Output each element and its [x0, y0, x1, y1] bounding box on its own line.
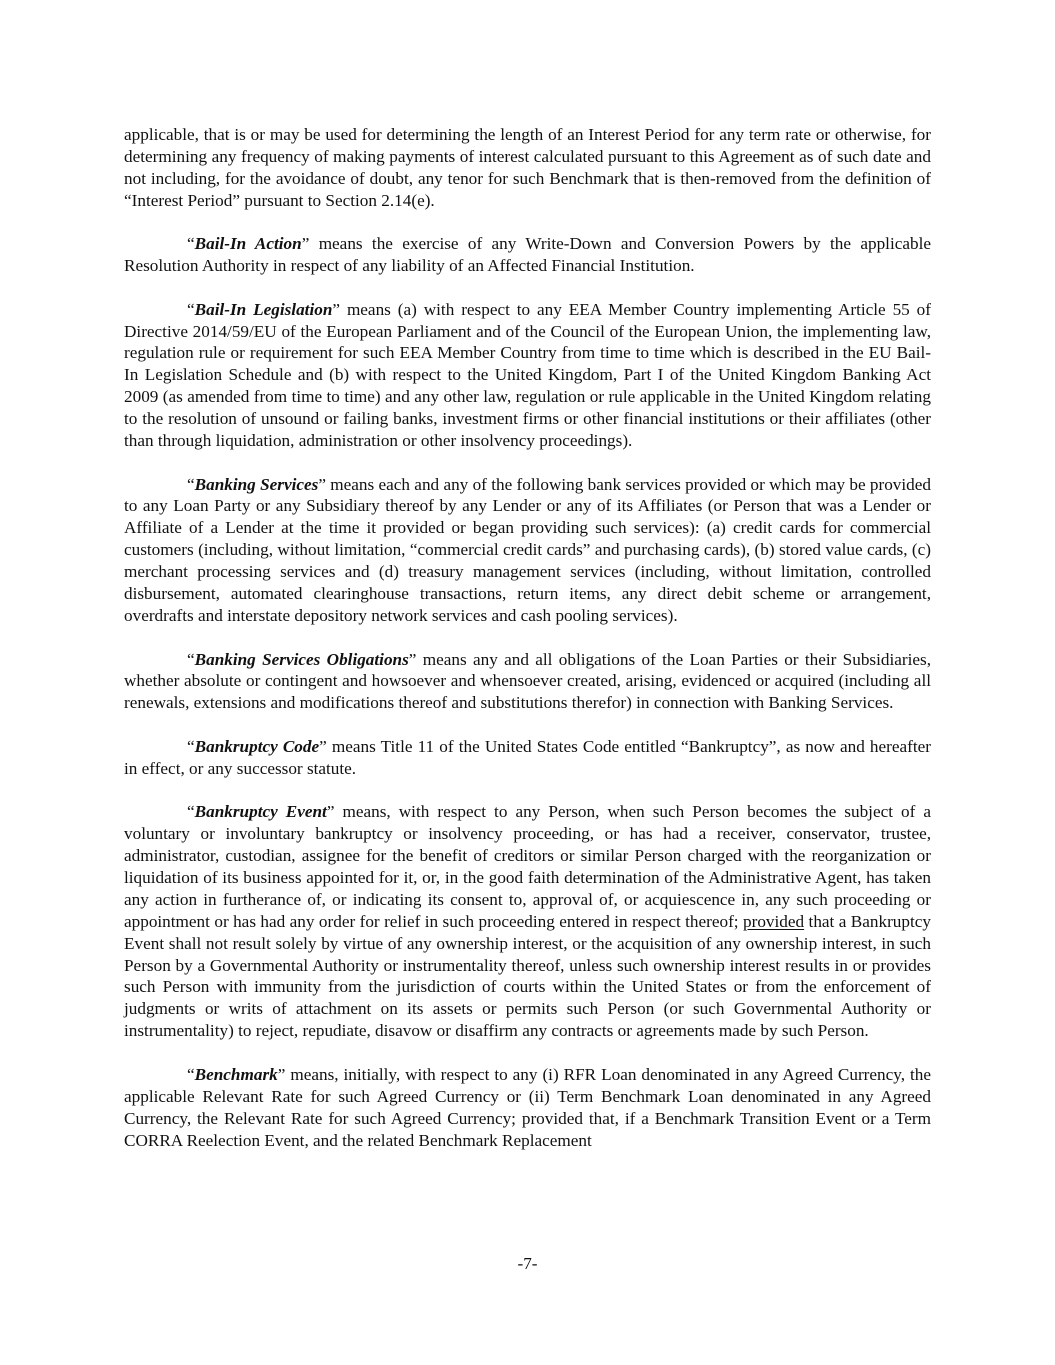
defined-term: Bail-In Action	[194, 234, 302, 254]
definition-text: means any and all obligations of the Loan Parties or their Subsidiaries, whether absolute or contingent and howsoever and whensoever created, arising, evidenced or acquired (including all renewals, extensions and modifications thereof and substitutions therefor) in connection with Banking Services.	[124, 649, 931, 713]
definition-text: means the exercise of any Write-Down and Conversion Powers by the applicable Resolution Authority in respect of any liability of an Affected Financial Institution.	[124, 234, 931, 276]
defined-term: Banking Services Obligations	[194, 649, 409, 669]
definition-benchmark: “Benchmark” means, initially, with respect to any (i) RFR Loan denominated in any Agreed Currency, the applicable Relevant Rate for such Agreed Currency or (ii) Term Benchmark Loan denominated in any Agreed Currency, the Relevant Rate for such Agreed Currency; provided that, if a Benchmark Transition Event or a Term CORRA Reelection Event, and the related Benchmark Replacement	[124, 1064, 931, 1150]
definition-text: means each and any of the following bank services provided or which may be provided to any Loan Party or any Subsidiary thereof by any Lender or any of its Affiliates (or Person that was a Lender or Affiliate of a Lender at the time it provided or began providing such services): (a) credit cards for commercial customers (including, without limitation, “commercial credit cards” and purchasing cards), (b) stored value cards, (c) merchant processing services and (d) treasury management services (including, without limitation, controlled disbursement, automated clearinghouse transactions, return items, any direct debit scheme or arrangement, overdrafts and interstate depository network services and cash pooling services).	[124, 474, 931, 625]
definition-bankruptcy-event: “Bankruptcy Event” means, with respect to any Person, when such Person becomes the subject of a voluntary or involuntary bankruptcy or insolvency proceeding, or has had a receiver, conservator, trustee, administrator, custodian, assignee for the benefit of creditors or similar Person charged with the reorganization or liquidation of its business appointed for it, or, in the good faith determination of the Administrative Agent, has taken any action in furtherance of, or indicating its consent to, approval of, or acquiescence in, any such proceeding or appointment or has had any order for relief in such proceeding entered in respect thereof; provided that a Bankruptcy Event shall not result solely by virtue of any ownership interest, or the acquisition of any ownership interest, in such Person by a Governmental Authority or instrumentality thereof, unless such ownership interest results in or provides such Person with immunity from the jurisdiction of courts within the United States or from the enforcement of judgments or writs of attachment on its assets or permits such Person (or such Governmental Authority or instrumentality) to reject, repudiate, disavow or disaffirm any contracts or agreements made by such Person.	[124, 802, 932, 1041]
defined-term: Benchmark	[194, 1064, 278, 1084]
definition-text: means (a) with respect to any EEA Member Country implementing Article 55 of Directive 2014/59/EU of the European Parliament and of the Council of the European Union, the implementing law, regulation rule or requirement for such EEA Member Country from time to time which is described in the EU Bail-In Legislation Schedule and (b) with respect to the United Kingdom, Part I of the United Kingdom Banking Act 2009 (as amended from time to time) and any other law, regulation or rule applicable in the United Kingdom relating to the resolution of unsound or failing banks, investment firms or other financial institutions or their affiliates (other than through liquidation, administration or other insolvency proceedings).	[124, 299, 931, 451]
definition-text: means, initially, with respect to any (i) RFR Loan denominated in any Agreed Currency, the applicable Relevant Rate for such Agreed Currency or (ii) Term Benchmark Loan denominated in any Agreed Currency, the Relevant Rate for such Agreed Currency; provided that, if a Benchmark Transition Event or a Term CORRA Reelection Event, and the related Benchmark Replacement	[124, 1064, 931, 1150]
underlined-proviso: provided	[743, 911, 805, 931]
definition-text-continued: that a Bankruptcy Event shall not result solely by virtue of any ownership interest, or the acquisition of any ownership interest, in such Person by a Governmental Authority or instrumentality thereof, unless such ownership interest results in or provides such Person with immunity from the jurisdiction of courts within the United States or from the enforcement of judgments or writs of attachment on its assets or permits such Person (or such Governmental Authority or instrumentality) to reject, repudiate, disavow or disaffirm any contracts or agreements made by such Person.	[124, 911, 931, 1041]
defined-term: Bail-In Legislation	[194, 299, 333, 319]
definition-banking-services: “Banking Services” means each and any of the following bank services provided or which may be provided to any Loan Party or any Subsidiary thereof by any Lender or any of its Affiliates (or Person that was a Lender or Affiliate of a Lender at the time it provided or began providing such services): (a) credit cards for commercial customers (including, without limitation, “commercial credit cards” and purchasing cards), (b) stored value cards, (c) merchant processing services and (d) treasury management services (including, without limitation, controlled disbursement, automated clearinghouse transactions, return items, any direct debit scheme or arrangement, overdrafts and interstate depository network services and cash pooling services).	[124, 474, 931, 625]
defined-term: Banking Services	[194, 474, 319, 494]
defined-term: Bankruptcy Event	[194, 802, 327, 822]
paragraph-text: applicable, that is or may be used for determining the length of an Interest Period for any term rate or otherwise, for determining any frequency of making payments of interest calculated pursuant to this Agreement as of such date and not including, for the avoidance of doubt, any tenor for such Benchmark that is then-removed from the definition of “Interest Period” pursuant to Section 2.14(e).	[124, 125, 931, 210]
definition-bail-in-legislation: “Bail-In Legislation” means (a) with respect to any EEA Member Country implementing Article 55 of Directive 2014/59/EU of the European Parliament and of the Council of the European Union, the implementing law, regulation rule or requirement for such EEA Member Country from time to time which is described in the EU Bail-In Legislation Schedule and (b) with respect to the United Kingdom, Part I of the United Kingdom Banking Act 2009 (as amended from time to time) and any other law, regulation or rule applicable in the United Kingdom relating to the resolution of unsound or failing banks, investment firms or other financial institutions or their affiliates (other than through liquidation, administration or other insolvency proceedings).	[124, 299, 931, 451]
definition-bankruptcy-code: “Bankruptcy Code” means Title 11 of the United States Code entitled “Bankruptcy”, as now and hereafter in effect, or any successor statute.	[124, 736, 931, 778]
definition-banking-services-obligations: “Banking Services Obligations” means any and all obligations of the Loan Parties or their Subsidiaries, whether absolute or contingent and howsoever and whensoever created, arising, evidenced or acquired (including all renewals, extensions and modifications thereof and substitutions therefor) in connection with Banking Services.	[124, 649, 931, 713]
page-number: -7-	[517, 1254, 538, 1273]
defined-term: Bankruptcy Code	[194, 736, 320, 756]
definition-text: means Title 11 of the United States Code entitled “Bankruptcy”, as now and hereafter in effect, or any successor statute.	[124, 736, 931, 778]
definition-text: means, with respect to any Person, when such Person becomes the subject of a voluntary or involuntary bankruptcy or insolvency proceeding, or has had a receiver, conservator, trustee, administrator, custodian, assignee for the benefit of creditors or similar Person charged with the reorganization or liquidation of its business appointed for it, or, in the good faith determination of the Administrative Agent, has taken any action in furtherance of, or indicating its consent to, approval of, or acquiescence in, any such proceeding or appointment or has had any order for relief in such proceeding entered in respect thereof;	[124, 802, 932, 931]
definition-bail-in-action: “Bail-In Action” means the exercise of any Write-Down and Conversion Powers by the applicable Resolution Authority in respect of any liability of an Affected Financial Institution.	[124, 234, 931, 276]
continuation-paragraph	[124, 124, 931, 212]
document-page	[124, 124, 931, 1173]
